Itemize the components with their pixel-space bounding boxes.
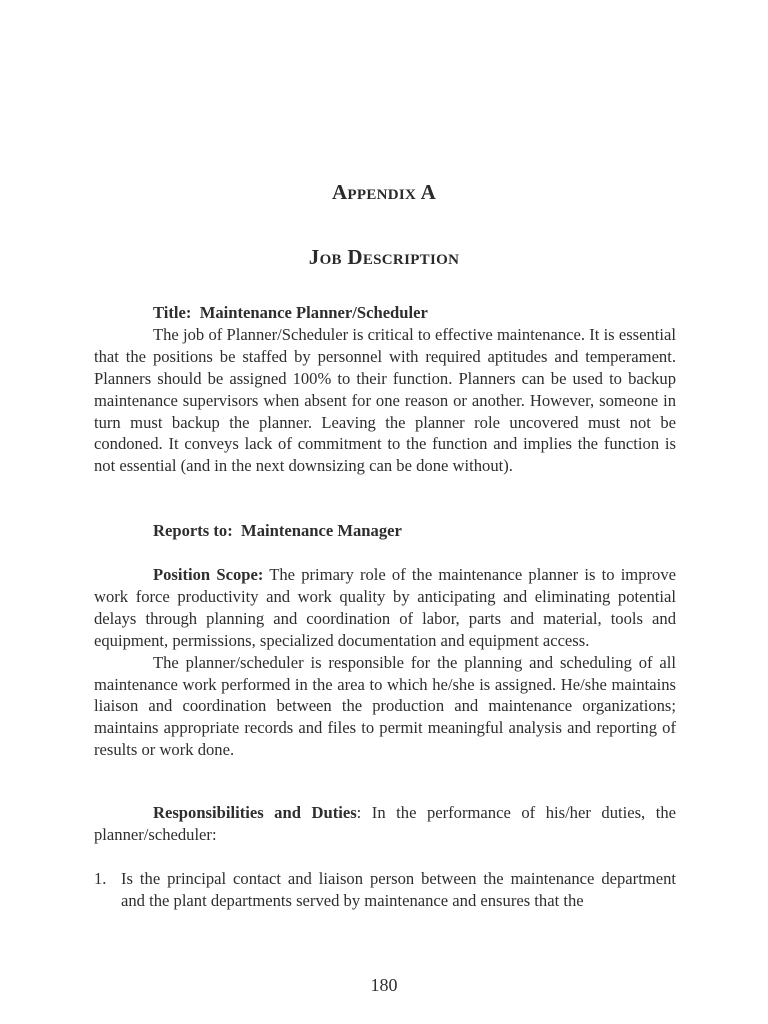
list-item (94, 868, 676, 912)
page-number: 180 (370, 975, 398, 995)
responsibilities-text: : In the performance of his/her duties, the planner/scheduler: (94, 803, 677, 844)
appendix-heading: Appendix A (331, 180, 437, 204)
position-scope-paragraph (94, 564, 676, 652)
section-heading: Job Description (308, 245, 460, 269)
responsibilities-paragraph (94, 802, 676, 846)
intro-paragraph: The job of Planner/Scheduler is critical to effective maintenance. It is essential that the positions be staffed by personnel with required aptitudes and temperament. Planners should be assigned 100% to their function. Planners can be used to backup maintenance supervisors when absent for one reason or another. However, someone in turn must backup the planner. Leaving the planner role uncovered must not be condoned. It conveys lack of commitment to the function and implies the function is not essential (and in the next downsizing can be done without). (94, 324, 676, 476)
position-scope-paragraph-2: The planner/scheduler is responsible for the planning and scheduling of all maintenance work performed in the area to which he/she is assigned. He/she maintains liaison and coordination between the production and maintenance organizations; maintains appropriate records and files to permit meaningful analysis and reporting of results or work done. (94, 652, 676, 760)
responsibilities-section (94, 802, 676, 846)
position-scope-section (94, 564, 676, 761)
reports-to-section (94, 520, 676, 542)
reports-to-label: Reports to: (153, 521, 233, 540)
reports-to-value: Maintenance Manager (241, 521, 402, 540)
position-scope-text: The primary role of the maintenance planner is to improve work force productivity and work quality by anticipating and eliminating potential delays through planning and coordination of labor, parts and material, tools and equipment, permissions, specialized documentation and equipment access. (94, 565, 676, 650)
title-label: Title: (153, 303, 192, 322)
title-line (94, 302, 676, 324)
list-item-text: Is the principal contact and liaison person between the maintenance department and the plant departments served by maintenance and ensures that the (121, 869, 676, 910)
title-section (94, 302, 676, 477)
list-item-number: 1. (94, 869, 107, 888)
responsibilities-label: Responsibilities and Duties (153, 803, 357, 822)
title-value: Maintenance Planner/Scheduler (199, 303, 428, 322)
reports-to-line (94, 520, 676, 542)
position-scope-label: Position Scope: (153, 565, 264, 584)
